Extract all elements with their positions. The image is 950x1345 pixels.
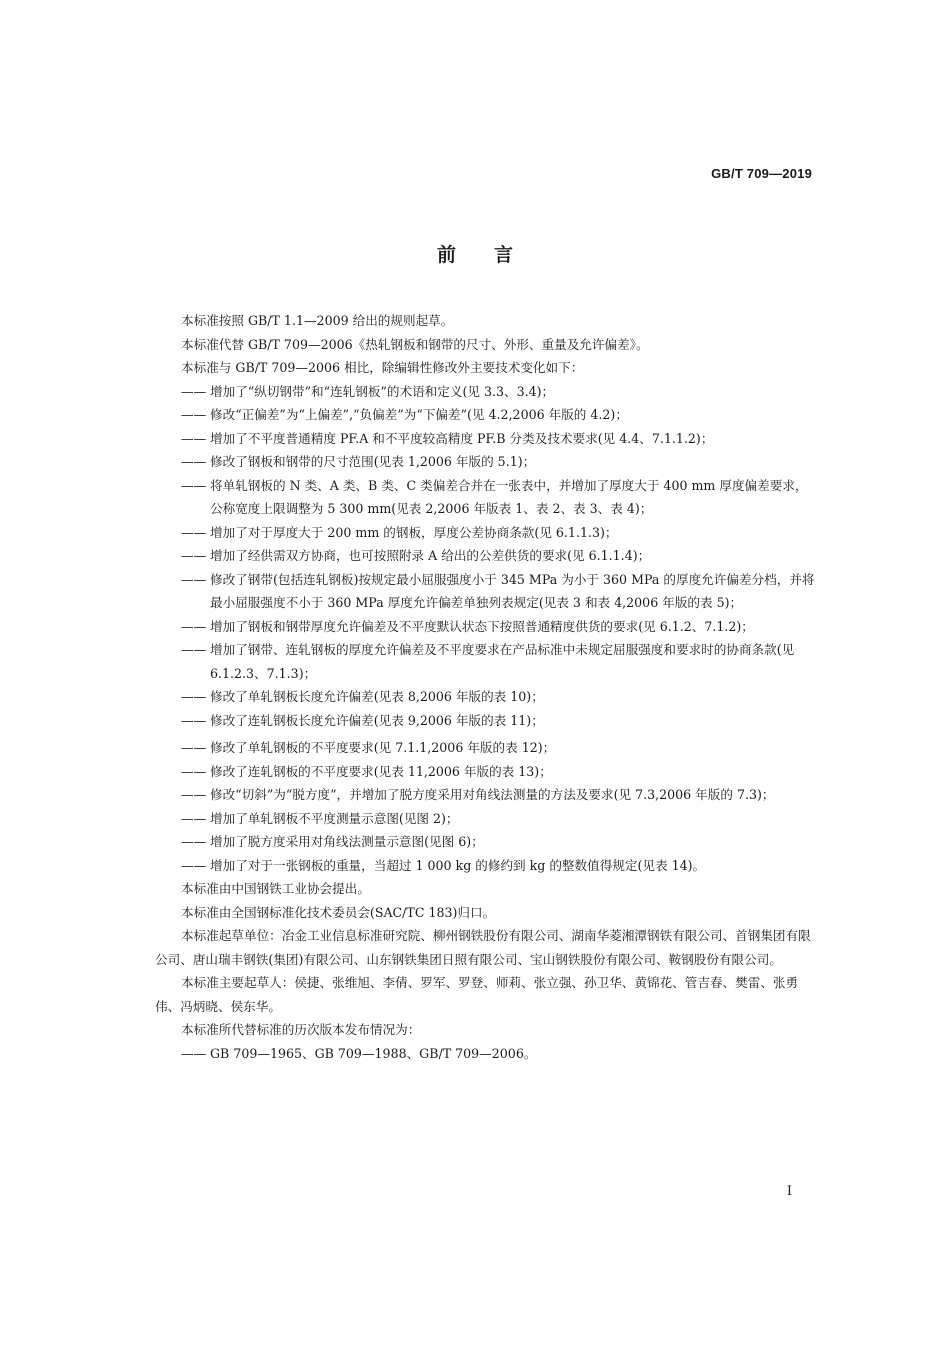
paragraph-proposer: 本标准由中国钢铁工业协会提出。 bbox=[181, 881, 370, 896]
paragraph-history-intro: 本标准所代替标准的历次版本发布情况为： bbox=[181, 1022, 421, 1037]
list-item: —— 增加了不平度普通精度 PF.A 和不平度较高精度 PF.B 分类及技术要求(见 4.4、7.1.1.2)； bbox=[181, 430, 714, 446]
foreword-body bbox=[155, 309, 818, 1065]
list-item: —— 增加了钢板和钢带厚度允许偏差及不平度默认状态下按照普通精度供货的要求(见 6.1.2、7.1.2)； bbox=[181, 618, 754, 634]
paragraph-replaces: 本标准代替 GB/T 709—2006《热轧钢板和钢带的尺寸、外形、重量及允许偏差》。 bbox=[181, 336, 649, 352]
list-item: —— 增加了“纵切钢带”和“连轧钢板”的术语和定义(见 3.3、3.4)； bbox=[181, 383, 555, 399]
standard-code: GB/T 709—2019 bbox=[711, 166, 812, 181]
paragraph-committee: 本标准由全国钢标准化技术委员会(SAC/TC 183)归口。 bbox=[181, 904, 496, 920]
list-item: —— 修改了连轧钢板的不平度要求(见表 11,2006 年版的表 13)； bbox=[181, 763, 552, 779]
page-number: I bbox=[786, 1184, 792, 1199]
paragraph-changes-intro: 本标准与 GB/T 709—2006 相比，除编辑性修改外主要技术变化如下： bbox=[181, 360, 584, 375]
paragraph-drafting-units: 本标准起草单位：冶金工业信息标准研究院、柳州钢铁股份有限公司、湖南华菱湘潭钢铁有限公司、首钢集团有限公司、唐山瑞丰钢铁(集团)有限公司、山东钢铁集团日照有限公司、宝山钢铁股份有限公司、鞍钢股份有限公司。 bbox=[155, 928, 811, 967]
list-item: —— 增加了对于一张钢板的重量，当超过 1 000 kg 的修约到 kg 的整数值得规定(见表 14)。 bbox=[181, 857, 706, 873]
page-title: 前言 bbox=[436, 244, 551, 266]
list-item: —— 增加了单轧钢板不平度测量示意图(见图 2)； bbox=[181, 810, 459, 826]
list-item: —— 将单轧钢板的 N 类、A 类、B 类、C 类偏差合并在一张表中，并增加了厚度大于 400 mm 厚度偏差要求，公称宽度上限调整为 5 300 mm(见表 2,2006 年版表 1、表 2、表 3、表 4)； bbox=[181, 477, 808, 516]
list-item: —— 增加了钢带、连轧钢板的厚度允许偏差及不平度要求在产品标准中未规定屈服强度和要求时的协商条款(见 6.1.2.3、7.1.3)； bbox=[181, 642, 795, 681]
list-item: —— 增加了经供需双方协商，也可按照附录 A 给出的公差供货的要求(见 6.1.1.4)； bbox=[181, 548, 651, 563]
list-item: —— 修改了连轧钢板长度允许偏差(见表 9,2006 年版的表 11)； bbox=[181, 712, 544, 728]
changes-list bbox=[181, 380, 818, 878]
history-item: —— GB 709—1965、GB 709—1988、GB/T 709—2006。 bbox=[181, 1045, 537, 1061]
list-item: —— 修改“正偏差”为“上偏差”,“负偏差”为“下偏差”(见 4.2,2006 年版的 4.2)； bbox=[181, 407, 628, 422]
list-item: —— 修改了单轧钢板的不平度要求(见 7.1.1,2006 年版的表 12)； bbox=[181, 740, 556, 755]
list-item: —— 修改“切斜”为“脱方度”，并增加了脱方度采用对角线法测量的方法及要求(见 7.3,2006 年版的 7.3)； bbox=[181, 787, 775, 802]
paragraph-drafters: 本标准主要起草人：侯捷、张维旭、李倩、罗军、罗登、师莉、张立强、孙卫华、黄锦花、管吉春、樊雷、张勇伟、冯炳晓、侯东华。 bbox=[155, 975, 799, 1014]
list-item: —— 增加了脱方度采用对角线法测量示意图(见图 6)； bbox=[181, 834, 484, 849]
list-item: —— 修改了钢带(包括连轧钢板)按规定最小屈服强度小于 345 MPa 为小于 360 MPa 的厚度允许偏差分档，并将最小屈服强度不小于 360 MPa 厚度允许偏差单独列表规定(见表 3 和表 4,2006 年版的表 5)； bbox=[181, 571, 815, 610]
list-item: —— 修改了单轧钢板长度允许偏差(见表 8,2006 年版的表 10)； bbox=[181, 689, 544, 704]
list-item: —— 增加了对于厚度大于 200 mm 的钢板，厚度公差协商条款(见 6.1.1.3)； bbox=[181, 524, 618, 540]
list-item: —— 修改了钢板和钢带的尺寸范围(见表 1,2006 年版的 5.1)； bbox=[181, 454, 536, 469]
paragraph-drafting-rules: 本标准按照 GB/T 1.1—2009 给出的规则起草。 bbox=[181, 313, 454, 328]
